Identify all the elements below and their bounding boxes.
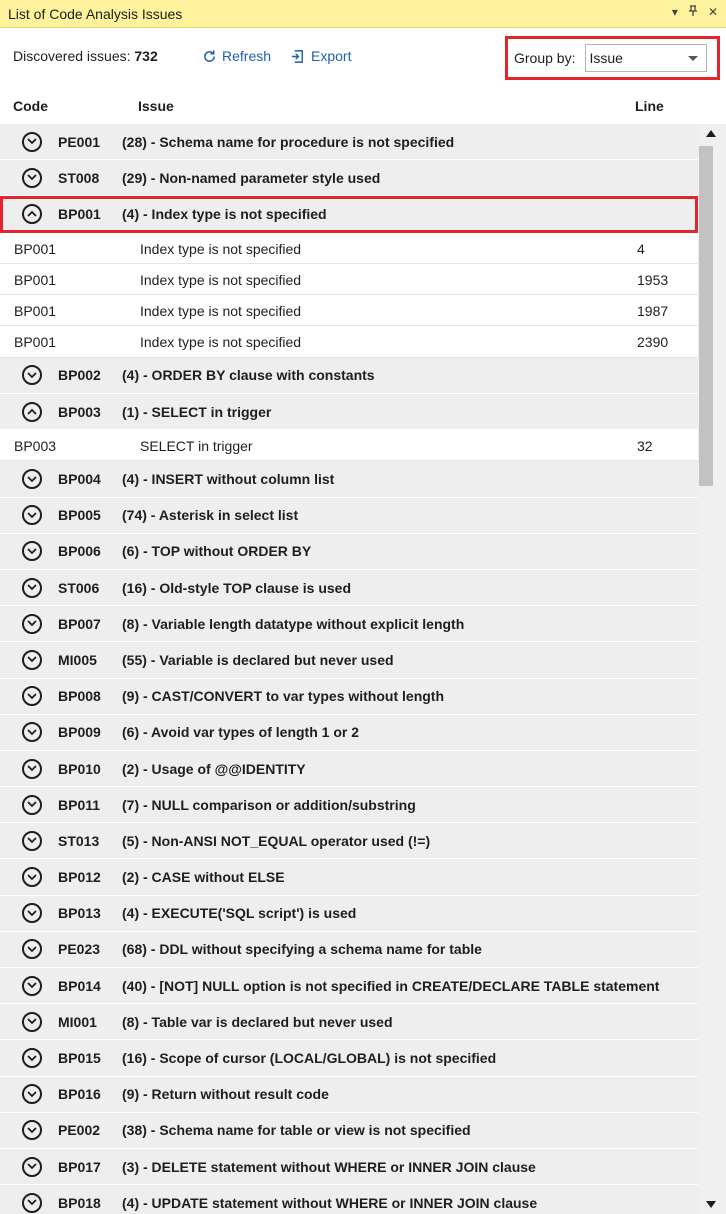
issue-group-pe023[interactable] bbox=[0, 932, 698, 968]
chevron-down-icon[interactable] bbox=[22, 541, 42, 561]
issue-code: BP001 bbox=[14, 334, 57, 351]
chevron-up-icon[interactable] bbox=[22, 402, 42, 422]
panel-titlebar bbox=[0, 0, 726, 28]
chevron-down-icon[interactable] bbox=[22, 1048, 42, 1068]
export-button[interactable] bbox=[291, 48, 351, 64]
issue-group-bp008[interactable] bbox=[0, 679, 698, 715]
group-summary: (3) - DELETE statement without WHERE or INNER JOIN clause bbox=[122, 1158, 536, 1175]
close-icon[interactable]: ✕ bbox=[707, 5, 718, 19]
issue-line-number: 4 bbox=[637, 240, 645, 257]
issue-group-st008[interactable] bbox=[0, 160, 698, 196]
issue-line-number: 1953 bbox=[637, 271, 669, 288]
issue-group-bp003[interactable] bbox=[0, 394, 698, 430]
column-headers bbox=[0, 86, 726, 124]
issue-group-bp002[interactable] bbox=[0, 358, 698, 394]
scroll-down-icon[interactable] bbox=[706, 1201, 716, 1208]
group-summary: (5) - Non-ANSI NOT_EQUAL operator used (!=) bbox=[122, 832, 431, 849]
group-summary: (2) - Usage of @@IDENTITY bbox=[122, 760, 306, 777]
group-summary: (6) - Avoid var types of length 1 or 2 bbox=[122, 724, 360, 741]
group-summary: (8) - Variable length datatype without explicit length bbox=[122, 615, 465, 632]
chevron-down-icon[interactable] bbox=[22, 1193, 42, 1213]
group-code: PE001 bbox=[58, 133, 101, 150]
issue-group-mi001[interactable] bbox=[0, 1004, 698, 1040]
issue-group-bp005[interactable] bbox=[0, 498, 698, 534]
refresh-label: Refresh bbox=[222, 48, 272, 64]
group-code: BP011 bbox=[58, 796, 101, 813]
chevron-down-icon[interactable] bbox=[22, 939, 42, 959]
issue-group-pe001[interactable] bbox=[0, 124, 698, 160]
panel-title: List of Code Analysis Issues bbox=[8, 5, 183, 22]
group-code: BP009 bbox=[58, 724, 101, 741]
issue-line-number: 1987 bbox=[637, 303, 669, 320]
group-summary: (6) - TOP without ORDER BY bbox=[122, 543, 312, 560]
issue-group-bp010[interactable] bbox=[0, 751, 698, 787]
column-header-line[interactable]: Line bbox=[635, 98, 664, 114]
issue-group-bp004[interactable] bbox=[0, 461, 698, 497]
chevron-down-icon[interactable] bbox=[22, 1012, 42, 1032]
group-summary: (9) - Return without result code bbox=[122, 1086, 329, 1103]
column-header-code[interactable]: Code bbox=[13, 98, 48, 114]
group-code: BP013 bbox=[58, 905, 101, 922]
export-icon bbox=[291, 49, 306, 64]
group-summary: (4) - UPDATE statement without WHERE or INNER JOIN clause bbox=[122, 1194, 538, 1211]
chevron-down-icon[interactable] bbox=[22, 1084, 42, 1104]
group-code: BP010 bbox=[58, 760, 101, 777]
chevron-down-icon bbox=[688, 56, 698, 61]
chevron-down-icon[interactable] bbox=[22, 759, 42, 779]
group-code: BP008 bbox=[58, 688, 101, 705]
issue-line-number: 32 bbox=[637, 438, 653, 455]
issue-group-bp017[interactable] bbox=[0, 1149, 698, 1185]
chevron-down-icon[interactable] bbox=[22, 1157, 42, 1177]
group-code: BP014 bbox=[58, 977, 101, 994]
group-by-control bbox=[505, 36, 720, 80]
issue-group-bp018[interactable] bbox=[0, 1185, 698, 1214]
group-summary: (4) - Index type is not specified bbox=[122, 205, 327, 222]
chevron-down-icon[interactable] bbox=[22, 686, 42, 706]
issue-group-st006[interactable] bbox=[0, 570, 698, 606]
issue-group-bp011[interactable] bbox=[0, 787, 698, 823]
issue-group-bp016[interactable] bbox=[0, 1077, 698, 1113]
pin-icon[interactable] bbox=[688, 5, 698, 20]
group-summary: (74) - Asterisk in select list bbox=[122, 507, 299, 524]
group-code: PE023 bbox=[58, 941, 101, 958]
chevron-down-icon[interactable] bbox=[22, 867, 42, 887]
group-by-label: Group by: bbox=[514, 50, 576, 66]
scroll-up-icon[interactable] bbox=[706, 130, 716, 137]
group-summary: (16) - Old-style TOP clause is used bbox=[122, 579, 352, 596]
group-summary: (1) - SELECT in trigger bbox=[122, 403, 272, 420]
group-code: BP002 bbox=[58, 367, 101, 384]
group-code: BP001 bbox=[58, 205, 101, 222]
group-code: ST008 bbox=[58, 169, 100, 186]
export-label: Export bbox=[311, 48, 352, 64]
group-code: BP012 bbox=[58, 869, 101, 886]
group-code: BP003 bbox=[58, 403, 101, 420]
issue-row[interactable] bbox=[0, 430, 698, 461]
issue-description: Index type is not specified bbox=[140, 334, 302, 351]
group-code: MI001 bbox=[58, 1013, 97, 1030]
chevron-down-icon[interactable] bbox=[22, 722, 42, 742]
group-summary: (29) - Non-named parameter style used bbox=[122, 169, 381, 186]
group-summary: (2) - CASE without ELSE bbox=[122, 869, 285, 886]
group-by-select[interactable] bbox=[585, 44, 707, 72]
chevron-down-icon[interactable] bbox=[22, 1120, 42, 1140]
column-header-issue[interactable]: Issue bbox=[138, 98, 174, 114]
discovered-issues-count: 732 bbox=[134, 48, 158, 64]
chevron-down-icon[interactable] bbox=[22, 903, 42, 923]
refresh-icon bbox=[202, 49, 217, 64]
issue-description: SELECT in trigger bbox=[140, 438, 253, 455]
group-summary: (55) - Variable is declared but never used bbox=[122, 651, 394, 668]
issue-group-bp001[interactable] bbox=[0, 196, 698, 232]
group-summary: (4) - ORDER BY clause with constants bbox=[122, 367, 375, 384]
toolbar bbox=[0, 28, 726, 86]
panel-menu-dropdown-icon[interactable]: ▾ bbox=[671, 5, 678, 19]
refresh-button[interactable] bbox=[202, 48, 271, 64]
issue-row[interactable] bbox=[0, 233, 698, 264]
group-code: ST013 bbox=[58, 832, 100, 849]
group-summary: (9) - CAST/CONVERT to var types without length bbox=[122, 688, 445, 705]
issue-group-st013[interactable] bbox=[0, 823, 698, 859]
group-code: PE002 bbox=[58, 1122, 101, 1139]
issue-group-bp012[interactable] bbox=[0, 859, 698, 895]
group-summary: (4) - EXECUTE('SQL script') is used bbox=[122, 905, 357, 922]
group-code: MI005 bbox=[58, 651, 97, 668]
issue-code: BP001 bbox=[14, 240, 57, 257]
issue-group-bp013[interactable] bbox=[0, 896, 698, 932]
issue-group-mi005[interactable] bbox=[0, 642, 698, 678]
issue-description: Index type is not specified bbox=[140, 303, 302, 320]
panel-window-controls bbox=[672, 5, 718, 20]
group-summary: (28) - Schema name for procedure is not specified bbox=[122, 133, 455, 150]
group-summary: (40) - [NOT] NULL option is not specified in CREATE/DECLARE TABLE statement bbox=[122, 977, 660, 994]
group-code: BP016 bbox=[58, 1086, 101, 1103]
issue-code: BP003 bbox=[14, 438, 57, 455]
group-summary: (8) - Table var is declared but never used bbox=[122, 1013, 393, 1030]
chevron-down-icon[interactable] bbox=[22, 650, 42, 670]
chevron-down-icon[interactable] bbox=[22, 976, 42, 996]
chevron-down-icon[interactable] bbox=[22, 831, 42, 851]
chevron-down-icon[interactable] bbox=[22, 469, 42, 489]
issue-list bbox=[0, 124, 698, 1214]
group-summary: (7) - NULL comparison or addition/substring bbox=[122, 796, 416, 813]
group-code: ST006 bbox=[58, 579, 100, 596]
group-code: BP015 bbox=[58, 1050, 101, 1067]
chevron-down-icon[interactable] bbox=[22, 505, 42, 525]
group-code: BP007 bbox=[58, 615, 101, 632]
issue-description: Index type is not specified bbox=[140, 271, 302, 288]
chevron-down-icon[interactable] bbox=[22, 365, 42, 385]
issue-line-number: 2390 bbox=[637, 334, 669, 351]
issue-group-pe002[interactable] bbox=[0, 1113, 698, 1149]
scrollbar-thumb[interactable] bbox=[699, 146, 713, 486]
issue-code: BP001 bbox=[14, 303, 57, 320]
chevron-up-icon[interactable] bbox=[22, 204, 42, 224]
group-summary: (38) - Schema name for table or view is not specified bbox=[122, 1122, 471, 1139]
issue-code: BP001 bbox=[14, 271, 57, 288]
chevron-down-icon[interactable] bbox=[22, 614, 42, 634]
discovered-issues-label: Discovered issues: bbox=[13, 48, 131, 64]
group-code: BP018 bbox=[58, 1194, 101, 1211]
group-code: BP005 bbox=[58, 507, 101, 524]
group-code: BP017 bbox=[58, 1158, 101, 1175]
issue-group-bp014[interactable] bbox=[0, 968, 698, 1004]
issue-row[interactable] bbox=[0, 326, 698, 357]
issue-group-bp015[interactable] bbox=[0, 1040, 698, 1076]
group-summary: (16) - Scope of cursor (LOCAL/GLOBAL) is not specified bbox=[122, 1050, 497, 1067]
vertical-scrollbar[interactable] bbox=[698, 124, 726, 1214]
issue-group-bp006[interactable] bbox=[0, 534, 698, 570]
chevron-down-icon[interactable] bbox=[22, 132, 42, 152]
chevron-down-icon[interactable] bbox=[22, 795, 42, 815]
issue-description: Index type is not specified bbox=[140, 240, 302, 257]
group-by-value: Issue bbox=[589, 50, 623, 66]
chevron-down-icon[interactable] bbox=[22, 578, 42, 598]
group-summary: (68) - DDL without specifying a schema name for table bbox=[122, 941, 482, 958]
group-summary: (4) - INSERT without column list bbox=[122, 471, 335, 488]
issue-row[interactable] bbox=[0, 264, 698, 295]
issue-group-bp009[interactable] bbox=[0, 715, 698, 751]
issue-row[interactable] bbox=[0, 295, 698, 326]
group-code: BP006 bbox=[58, 543, 101, 560]
discovered-issues bbox=[13, 48, 158, 64]
issue-group-bp007[interactable] bbox=[0, 606, 698, 642]
chevron-down-icon[interactable] bbox=[22, 168, 42, 188]
group-code: BP004 bbox=[58, 471, 101, 488]
